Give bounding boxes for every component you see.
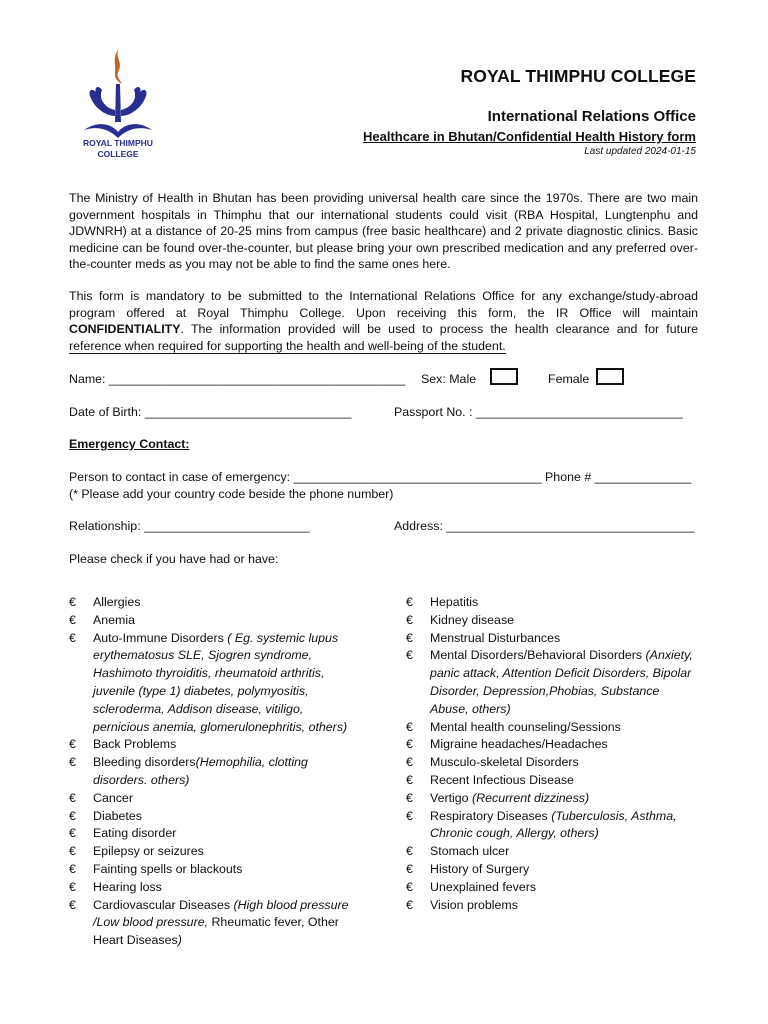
condition-item[interactable]: € Mental Disorders/Behavioral Disorders (Anxiety, panic attack, Attention Deficit Disorders, Bipolar Disorder, Depression,Phobias, Substance Abuse, others) [406, 648, 693, 716]
checkbox-bullet-icon[interactable]: € [406, 719, 413, 734]
condition-item[interactable]: € Vision problems [406, 897, 696, 915]
address-field[interactable]: Address: ____________________________________ [394, 519, 695, 533]
condition-item[interactable]: € Hepatitis [406, 594, 696, 612]
checkbox-bullet-icon[interactable]: € [406, 755, 413, 770]
checkbox-bullet-icon[interactable]: € [406, 879, 413, 894]
condition-item[interactable]: € Unexplained fevers [406, 879, 696, 897]
logo-caption: ROYAL THIMPHU COLLEGE [83, 138, 153, 159]
checkbox-bullet-icon[interactable]: € [406, 861, 413, 876]
conditions-list-left [69, 594, 359, 950]
last-updated: Last updated 2024-01-15 [584, 146, 696, 157]
condition-item[interactable]: € Menstrual Disturbances [406, 630, 696, 648]
condition-item[interactable]: € Back Problems [69, 736, 359, 754]
checkbox-bullet-icon[interactable]: € [69, 790, 76, 805]
checkbox-bullet-icon[interactable]: € [406, 897, 413, 912]
condition-item[interactable]: € Anemia [69, 612, 359, 630]
condition-item[interactable]: € Auto-Immune Disorders ( Eg. systemic lupus erythematosus SLE, Sjogren syndrome, Hashimoto thyroiditis, rheumatoid arthritis, juvenile (type 1) diabetes, polymyositis, scleroderma, Addison disease, vitiligo, pernicious anemia, glomerulonephritis, others) [69, 630, 348, 734]
name-field[interactable]: Name: ___________________________________________ [69, 372, 406, 386]
condition-item[interactable]: € Epilepsy or seizures [69, 843, 359, 861]
checkbox-bullet-icon[interactable]: € [69, 630, 76, 645]
condition-item[interactable]: € Mental health counseling/Sessions [406, 719, 696, 737]
checkbox-bullet-icon[interactable]: € [406, 595, 413, 609]
male-checkbox[interactable] [490, 368, 518, 385]
college-name: ROYAL THIMPHU COLLEGE [460, 66, 696, 86]
checkbox-bullet-icon[interactable]: € [406, 648, 413, 663]
checkbox-bullet-icon[interactable]: € [69, 897, 76, 912]
checkbox-bullet-icon[interactable]: € [406, 844, 413, 859]
checkbox-bullet-icon[interactable]: € [69, 612, 76, 627]
passport-field[interactable]: Passport No. : ______________________________ [394, 405, 683, 419]
mandatory-paragraph: This form is mandatory to be submitted to the International Relations Office for any exchange/study-abroad program offered at Royal Thimphu College. Upon receiving this form, the IR Office will maintain CONFIDENTIALITY. The information provided will be used to process the health clearance and for future reference when required for supporting the health and well-being of the student. [69, 289, 698, 353]
checkbox-bullet-icon[interactable]: € [406, 630, 413, 645]
condition-item[interactable]: € Eating disorder [69, 825, 359, 843]
condition-item[interactable]: € Bleeding disorders(Hemophilia, clotting disorders. others) [69, 755, 308, 787]
form-title: Healthcare in Bhutan/Confidential Health History form [363, 129, 696, 144]
checkbox-bullet-icon[interactable]: € [69, 595, 76, 609]
checkbox-bullet-icon[interactable]: € [69, 808, 76, 823]
checkbox-bullet-icon[interactable]: € [406, 612, 413, 627]
conditions-list-right [406, 594, 696, 914]
condition-item[interactable]: € Cancer [69, 790, 359, 808]
checkbox-bullet-icon[interactable]: € [406, 772, 413, 787]
condition-item[interactable]: € History of Surgery [406, 861, 696, 879]
checkbox-bullet-icon[interactable]: € [69, 737, 76, 752]
checkbox-bullet-icon[interactable]: € [69, 755, 76, 770]
condition-item[interactable]: € Stomach ulcer [406, 843, 696, 861]
female-checkbox[interactable] [596, 368, 624, 385]
condition-item[interactable]: € Hearing loss [69, 879, 359, 897]
checkbox-bullet-icon[interactable]: € [406, 737, 413, 752]
checkbox-bullet-icon[interactable]: € [69, 879, 76, 894]
sex-male-label: Sex: Male [421, 372, 477, 386]
condition-item[interactable]: € Respiratory Diseases (Tuberculosis, Asthma, Chronic cough, Allergy, others) [406, 808, 677, 841]
condition-item[interactable]: € Cardiovascular Diseases (High blood pressure /Low blood pressure, Rheumatic fever, Other Heart Diseases) [69, 897, 349, 948]
condition-item[interactable]: € Diabetes [69, 808, 359, 826]
dob-field[interactable]: Date of Birth: ______________________________ [69, 405, 352, 419]
condition-item[interactable]: € Fainting spells or blackouts [69, 861, 359, 879]
condition-item[interactable]: € Vertigo (Recurrent dizziness) [406, 790, 696, 808]
female-label: Female [548, 372, 590, 386]
intro-paragraph: The Ministry of Health in Bhutan has been providing universal health care since the 1970s. There are two main government hospitals in Thimphu that our international students could visit (RBA Hospital, Lungtenphu and JDWNRH) at a distance of 20-25 mins from campus (free basic healthcare) and 2 private diagnostic clinics. Basic medicine can be found over-the-counter, but please bring your own prescribed medication and any preferred over-the-counter meds as you may not be able to find the same ones here. [69, 191, 698, 271]
emergency-person-field[interactable]: Person to contact in case of emergency: ____________________________________ Phone # ______________ [69, 470, 692, 484]
emergency-contact-heading: Emergency Contact: [69, 437, 190, 451]
condition-item[interactable]: € Musculo-skeletal Disorders [406, 754, 696, 772]
condition-item[interactable]: € Allergies [69, 594, 359, 612]
condition-item[interactable]: € Migraine headaches/Headaches [406, 736, 696, 754]
checkbox-bullet-icon[interactable]: € [406, 790, 413, 805]
office-name: International Relations Office [487, 108, 696, 125]
check-prompt: Please check if you have had or have: [69, 552, 279, 566]
checkbox-bullet-icon[interactable]: € [406, 808, 413, 823]
condition-item[interactable]: € Kidney disease [406, 612, 696, 630]
checkbox-bullet-icon[interactable]: € [69, 826, 76, 841]
country-code-note: (* Please add your country code beside the phone number) [69, 487, 394, 501]
condition-item[interactable]: € Recent Infectious Disease [406, 772, 696, 790]
relationship-field[interactable]: Relationship: ________________________ [69, 519, 310, 533]
checkbox-bullet-icon[interactable]: € [69, 844, 76, 859]
checkbox-bullet-icon[interactable]: € [69, 861, 76, 876]
